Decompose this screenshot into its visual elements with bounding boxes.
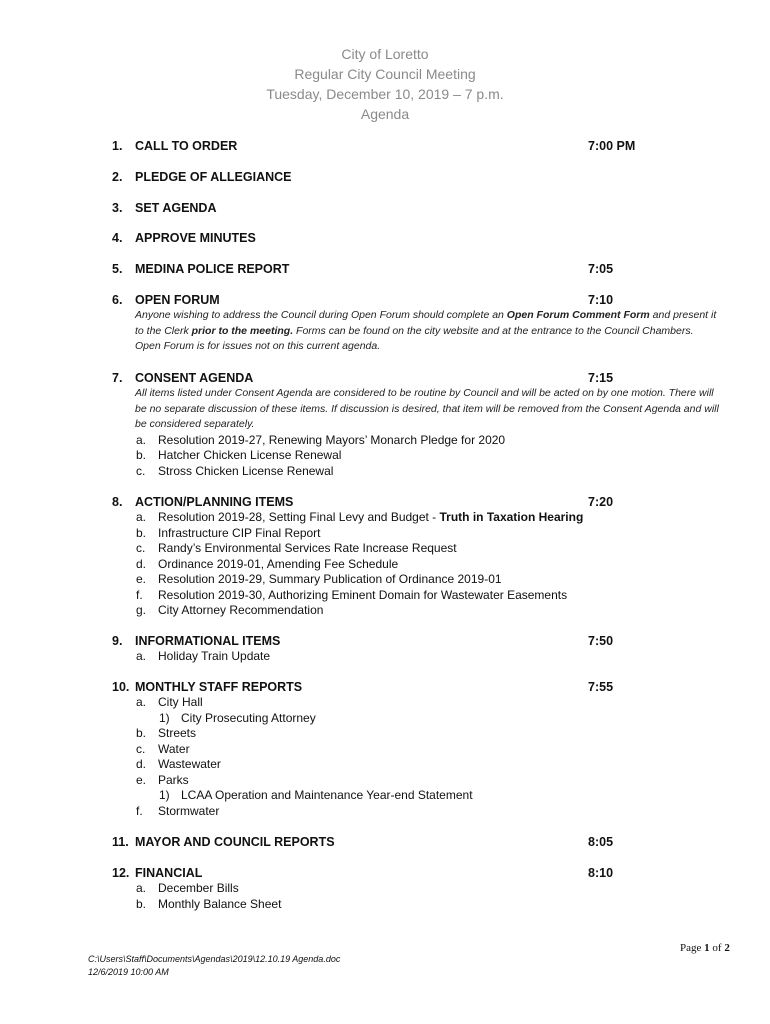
sub-sub-item: 1) City Prosecuting Attorney (159, 710, 316, 725)
sub-item: b. Monthly Balance Sheet (136, 896, 282, 911)
document-title: Agenda (360, 106, 410, 122)
agenda-item-2 (112, 169, 722, 185)
sub-item: g. City Attorney Recommendation (136, 603, 324, 617)
agenda-item-3 (112, 200, 722, 216)
agenda-item-5 (112, 261, 722, 277)
item-number: 5. (112, 262, 123, 276)
item-number: 7. (112, 371, 123, 385)
sub-item: b. Streets (136, 726, 197, 740)
sub-sub-item: 1) LCAA Operation and Maintenance Year-end Statement (159, 788, 473, 802)
city-name: City of Loretto (341, 46, 429, 62)
sub-item: b. Hatcher Chicken License Renewal (136, 448, 342, 462)
item-time: 7:05 (588, 262, 614, 276)
agenda-item-1 (112, 138, 722, 154)
item-number: 11. (112, 835, 129, 849)
item-time: 8:10 (588, 866, 614, 880)
agenda-item-10 (112, 679, 722, 819)
item-number: 8. (112, 495, 123, 509)
agenda-item-6 (112, 292, 722, 355)
sub-item: c. Stross Chicken License Renewal (136, 463, 334, 478)
item-number: 12. (112, 866, 130, 880)
agenda-item-12 (112, 865, 722, 912)
sub-item: a. Holiday Train Update (136, 649, 271, 663)
item-title: OPEN FORUM (135, 293, 220, 307)
item-number: 4. (112, 231, 123, 245)
document-footer (88, 953, 340, 979)
meeting-type: Regular City Council Meeting (294, 66, 476, 82)
sub-item: e. Resolution 2019-29, Summary Publication of Ordinance 2019-01 (136, 572, 502, 586)
item-time: 8:05 (588, 835, 614, 849)
sub-item: a. Resolution 2019-27, Renewing Mayors’ Monarch Pledge for 2020 (136, 432, 506, 447)
item-description: All items listed under Consent Agenda are considered to be routine by Council and will be acted on by one motion. There will be no separate discussion of these items. If discussion is desired, that item will be removed from the Consent Agenda and will be considered separately. (135, 387, 719, 430)
item-title: MAYOR AND COUNCIL REPORTS (135, 835, 335, 849)
meeting-date: Tuesday, December 10, 2019 – 7 p.m. (266, 86, 504, 102)
item-description: Anyone wishing to address the Council during Open Forum should complete an Open Forum Comment Form and present it to the Clerk prior to the meeting. Forms can be found on the city website and at the entrance to the Council Chambers. Open Forum is for issues not on this current agenda. (135, 309, 717, 352)
sub-item: e. Parks (136, 772, 189, 787)
item-title: MONTHLY STAFF REPORTS (135, 680, 303, 694)
item-title: SET AGENDA (135, 201, 217, 215)
item-title: APPROVE MINUTES (135, 231, 256, 245)
sub-item: d. Ordinance 2019-01, Amending Fee Schedule (136, 556, 399, 571)
agenda-item-7 (112, 370, 722, 479)
page-number: Page 1 of 2 (680, 942, 730, 954)
item-number: 1. (112, 139, 123, 153)
item-number: 2. (112, 170, 123, 184)
sub-item: d. Wastewater (136, 757, 221, 771)
agenda-item-8 (112, 494, 722, 619)
item-title: PLEDGE OF ALLEGIANCE (135, 170, 292, 184)
item-time: 7:20 (588, 495, 614, 509)
item-number: 10. (112, 680, 130, 694)
item-title: ACTION/PLANNING ITEMS (135, 495, 294, 509)
item-title: FINANCIAL (135, 866, 203, 880)
item-title: MEDINA POLICE REPORT (135, 262, 290, 276)
item-time: 7:00 PM (588, 139, 636, 153)
item-number: 3. (112, 201, 123, 215)
item-title: INFORMATIONAL ITEMS (135, 634, 281, 648)
item-time: 7:10 (588, 293, 614, 307)
hearing-emphasis: Truth in Taxation Hearing (439, 510, 584, 524)
agenda-item-4 (112, 230, 722, 246)
sub-item: a. Resolution 2019-28, Setting Final Levy and Budget - Truth in Taxation Hearing (136, 510, 584, 524)
item-title: CONSENT AGENDA (135, 371, 254, 385)
agenda-item-9 (112, 633, 722, 665)
item-time: 7:15 (588, 371, 614, 385)
item-time: 7:50 (588, 634, 614, 648)
item-title: CALL TO ORDER (135, 139, 238, 153)
item-time: 7:55 (588, 680, 614, 694)
sub-item: b. Infrastructure CIP Final Report (136, 525, 321, 540)
file-path: C:\Users\Staff\Documents\Agendas\2019\12.10.19 Agenda.doc (88, 954, 341, 964)
sub-item: a. December Bills (136, 881, 239, 895)
sub-item: a. City Hall (136, 695, 203, 709)
sub-item: f. Stormwater (136, 803, 220, 818)
sub-item: c. Randy’s Environmental Services Rate Increase Request (136, 541, 457, 555)
agenda-header (0, 44, 770, 124)
sub-item: f. Resolution 2019-30, Authorizing Eminent Domain for Wastewater Easements (136, 587, 568, 602)
item-number: 9. (112, 634, 123, 648)
sub-item: c. Water (136, 741, 190, 756)
agenda-item-11 (112, 834, 722, 850)
print-datetime: 12/6/2019 10:00 AM (88, 967, 169, 977)
item-number: 6. (112, 293, 123, 307)
